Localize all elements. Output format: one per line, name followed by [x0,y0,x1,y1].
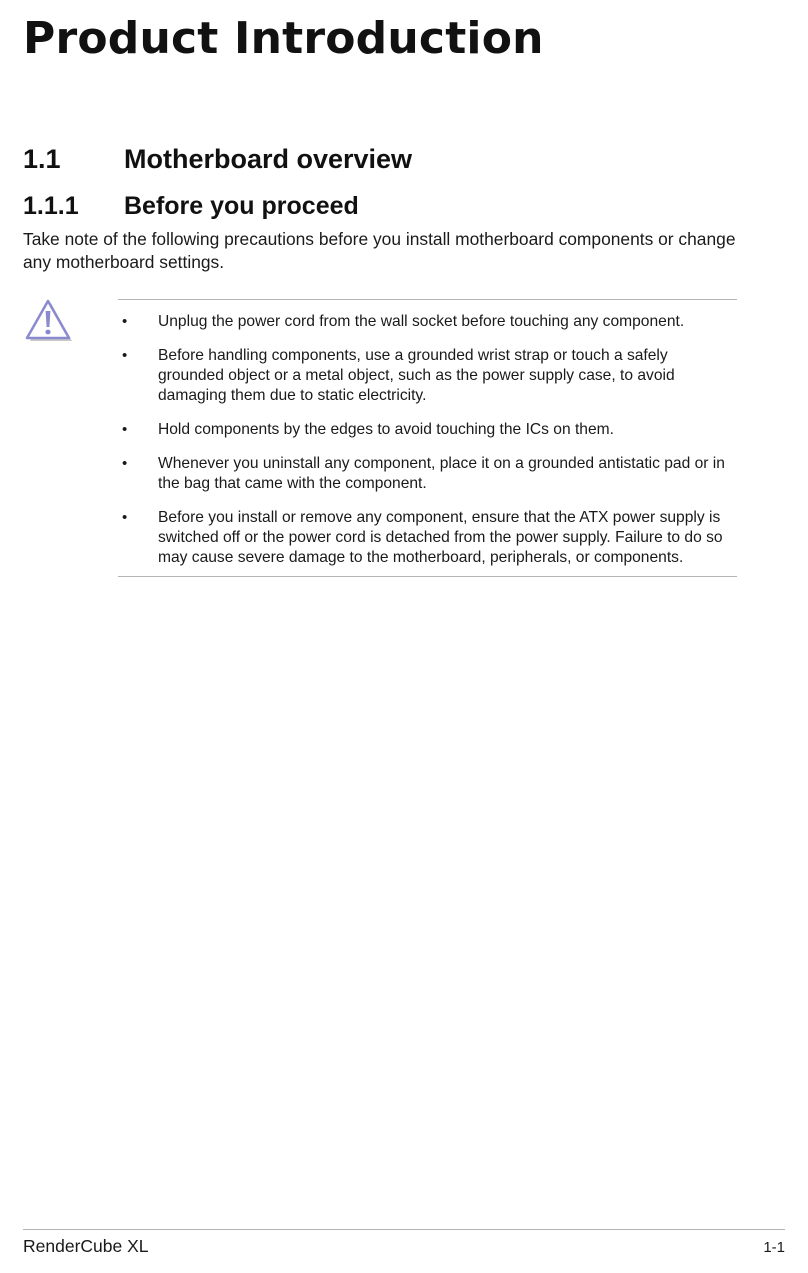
list-item [118,346,737,406]
bullet: • [122,313,128,330]
list-item [118,420,737,440]
subsection-title: Before you proceed [124,192,359,220]
footer-divider [23,1229,785,1230]
section-number: 1.1 [23,144,61,174]
bullet: • [122,509,128,526]
list-item-text: Hold components by the edges to avoid touching the ICs on them. [158,421,614,438]
list-item-text: Whenever you uninstall any component, place it on a grounded antistatic pad or in the bag that came with the component. [158,455,725,492]
section-title: Motherboard overview [124,144,413,174]
footer-page-number: 1-1 [763,1239,785,1256]
list-item-text: Unplug the power cord from the wall socket before touching any component. [158,313,685,330]
precaution-list [118,300,737,568]
subsection-number: 1.1.1 [23,192,79,220]
bullet: • [122,455,128,472]
caution-notice-box [118,299,737,577]
caution-triangle-icon [25,298,73,344]
page-title: Product Introduction [23,13,544,64]
list-item [118,508,737,568]
bullet: • [122,347,128,364]
bullet: • [122,421,128,438]
footer-product-name: RenderCube XL [23,1236,149,1256]
list-item [118,312,737,332]
intro-paragraph: Take note of the following precautions before you install motherboard components or change any motherboard settings. [23,229,736,272]
subsection-heading [23,190,359,222]
list-item-text: Before handling components, use a grounded wrist strap or touch a safely grounded object or a metal object, such as the power supply case, to avoid damaging them due to static electricity. [158,347,675,404]
section-heading [23,141,412,177]
list-item [118,454,737,494]
list-item-text: Before you install or remove any component, ensure that the ATX power supply is switched off or the power cord is detached from the power supply. Failure to do so may cause severe damage to the motherboard, peripherals, or components. [158,509,723,566]
